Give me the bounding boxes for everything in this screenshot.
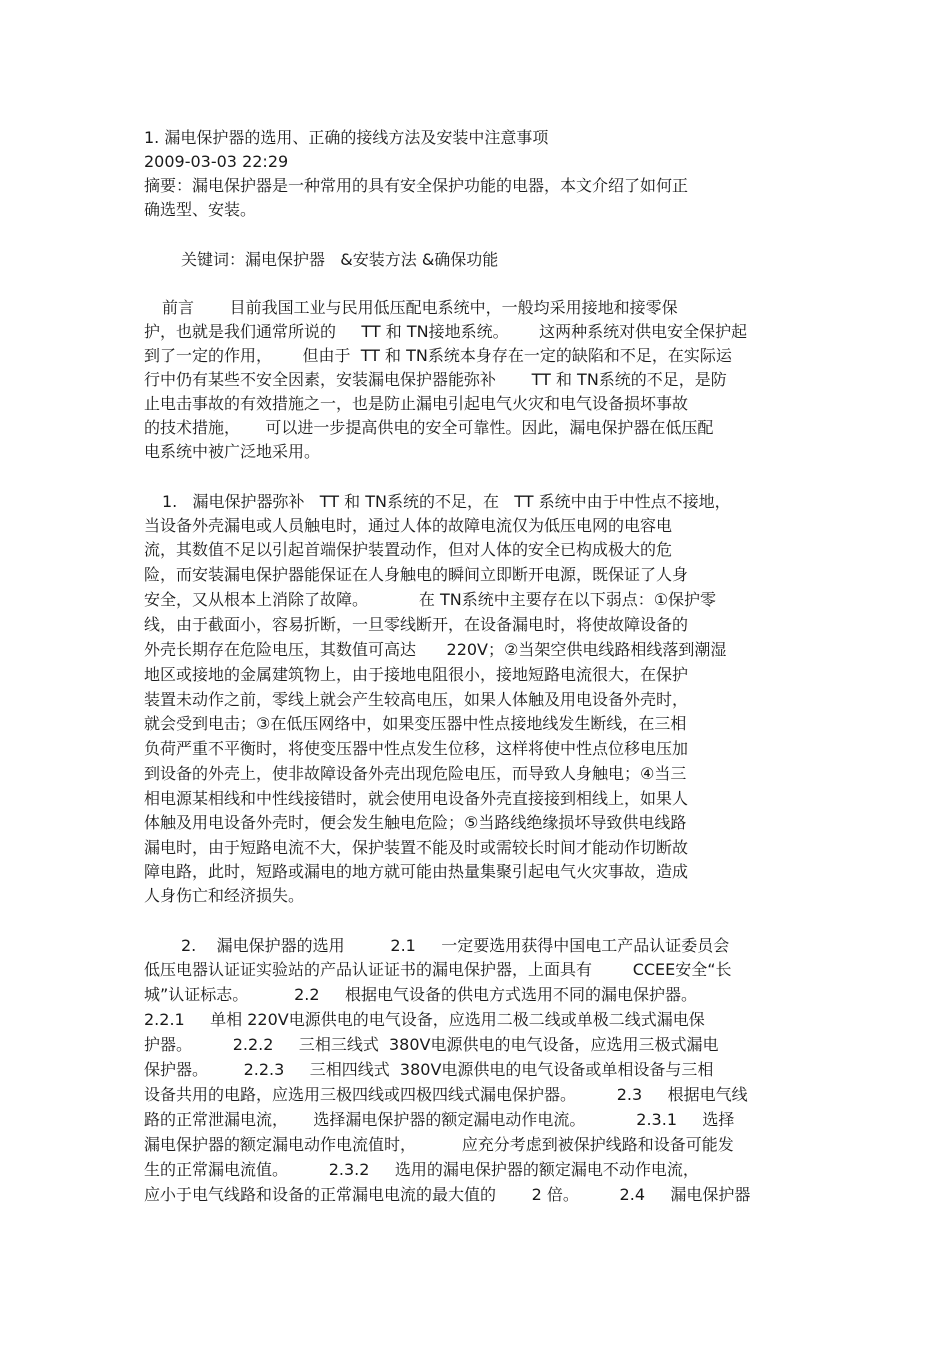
section1-line: 外壳长期存在危险电压，其数值可高达 220V；②当架空供电线路相线落到潮湿 xyxy=(144,640,727,659)
section1-line: 1. 漏电保护器弥补 TT 和 TN系统的不足，在 TT 系统中由于中性点不接地， xyxy=(162,492,731,511)
abstract-line: 摘要：漏电保护器是一种常用的具有安全保护功能的电器，本文介绍了如何正 xyxy=(144,176,689,195)
section1-line: 线，由于截面小，容易折断，一旦零线断开，在设备漏电时，将使故障设备的 xyxy=(144,615,689,634)
preface-line: 电系统中被广泛地采用。 xyxy=(144,442,321,461)
section1-line: 到设备的外壳上，使非故障设备外壳出现危险电压，而导致人身触电；④当三 xyxy=(144,764,687,783)
section2-line: 低压电器认证证实验站的产品认证证书的漏电保护器，上面具有 CCEE安全“长 xyxy=(144,960,732,979)
section2-line: 路的正常泄漏电流， 选择漏电保护器的额定漏电动作电流。 2.3.1 选择 xyxy=(144,1110,735,1129)
section1-line: 安全，又从根本上消除了故障。 在 TN系统中主要存在以下弱点：①保护零 xyxy=(144,590,717,609)
preface-line: 前言 目前我国工业与民用低压配电系统中，一般均采用接地和接零保 xyxy=(162,298,678,317)
section2-line: 生的正常漏电流值。 2.3.2 选用的漏电保护器的额定漏电不动作电流， xyxy=(144,1160,699,1179)
section1-line: 体触及用电设备外壳时，便会发生触电危险；⑤当路线绝缘损坏导致供电线路 xyxy=(144,813,687,832)
section2-line: 2.2.1 单相 220V电源供电的电气设备，应选用二极二线或单极二线式漏电保 xyxy=(144,1010,705,1029)
section1-line: 人身伤亡和经济损失。 xyxy=(144,886,305,905)
section2-line: 漏电保护器的额定漏电动作电流值时， 应充分考虑到被保护线路和设备可能发 xyxy=(144,1135,734,1154)
section2-line: 设备共用的电路，应选用三极四线或四极四线式漏电保护器。 2.3 根据电气线 xyxy=(144,1085,748,1104)
document-date: 2009-03-03 22:29 xyxy=(144,152,289,171)
section1-line: 相电源某相线和中性线接错时，就会使用电设备外壳直接接到相线上，如果人 xyxy=(144,789,689,808)
preface-line: 止电击事故的有效措施之一，也是防止漏电引起电气火灾和电气设备损坏事故 xyxy=(144,394,689,413)
document-title: 1. 漏电保护器的选用、正确的接线方法及安装中注意事项 xyxy=(144,128,549,147)
section1-line: 漏电时，由于短路电流不大，保护装置不能及时或需较长时间才能动作切断故 xyxy=(144,838,689,857)
section1-line: 障电路，此时，短路或漏电的地方就可能由热量集聚引起电气火灾事故，造成 xyxy=(144,862,689,881)
section1-line: 险，而安装漏电保护器能保证在人身触电的瞬间立即断开电源，既保证了人身 xyxy=(144,565,689,584)
preface-line: 护，也就是我们通常所说的 TT 和 TN接地系统。 这两种系统对供电安全保护起 xyxy=(144,322,748,341)
section2-line: 2. 漏电保护器的选用 2.1 一定要选用获得中国电工产品认证委员会 xyxy=(181,936,730,955)
section1-line: 流，其数值不足以引起首端保护装置动作，但对人体的安全已构成极大的危 xyxy=(144,540,673,559)
section1-line: 装置未动作之前，零线上就会产生较高电压，如果人体触及用电设备外壳时， xyxy=(144,690,689,709)
section2-line: 城”认证标志。 2.2 根据电气设备的供电方式选用不同的漏电保护器。 xyxy=(144,985,697,1004)
section2-line: 护器。 2.2.2 三相三线式 380V电源供电的电气设备，应选用三极式漏电 xyxy=(144,1035,719,1054)
section1-line: 就会受到电击；③在低压网络中，如果变压器中性点接地线发生断线，在三相 xyxy=(144,714,687,733)
preface-line: 的技术措施， 可以进一步提高供电的安全可靠性。因此，漏电保护器在低压配 xyxy=(144,418,714,437)
section2-line: 应小于电气线路和设备的正常漏电电流的最大值的 2 倍。 2.4 漏电保护器 xyxy=(144,1185,751,1204)
section1-line: 负荷严重不平衡时，将使变压器中性点发生位移，这样将使中性点位移电压加 xyxy=(144,739,689,758)
keywords: 关键词：漏电保护器 &安装方法 &确保功能 xyxy=(181,250,499,269)
section2-line: 保护器。 2.2.3 三相四线式 380V电源供电的电气设备或单相设备与三相 xyxy=(144,1060,714,1079)
preface-line: 行中仍有某些不安全因素，安装漏电保护器能弥补 TT 和 TN系统的不足，是防 xyxy=(144,370,727,389)
section1-line: 地区或接地的金属建筑物上，由于接地电阻很小，接地短路电流很大，在保护 xyxy=(144,665,689,684)
section1-line: 当设备外壳漏电或人员触电时，通过人体的故障电流仅为低压电网的电容电 xyxy=(144,516,673,535)
preface-line: 到了一定的作用， 但由于 TT 和 TN系统本身存在一定的缺陷和不足，在实际运 xyxy=(144,346,732,365)
abstract-line: 确选型、安装。 xyxy=(144,200,257,219)
